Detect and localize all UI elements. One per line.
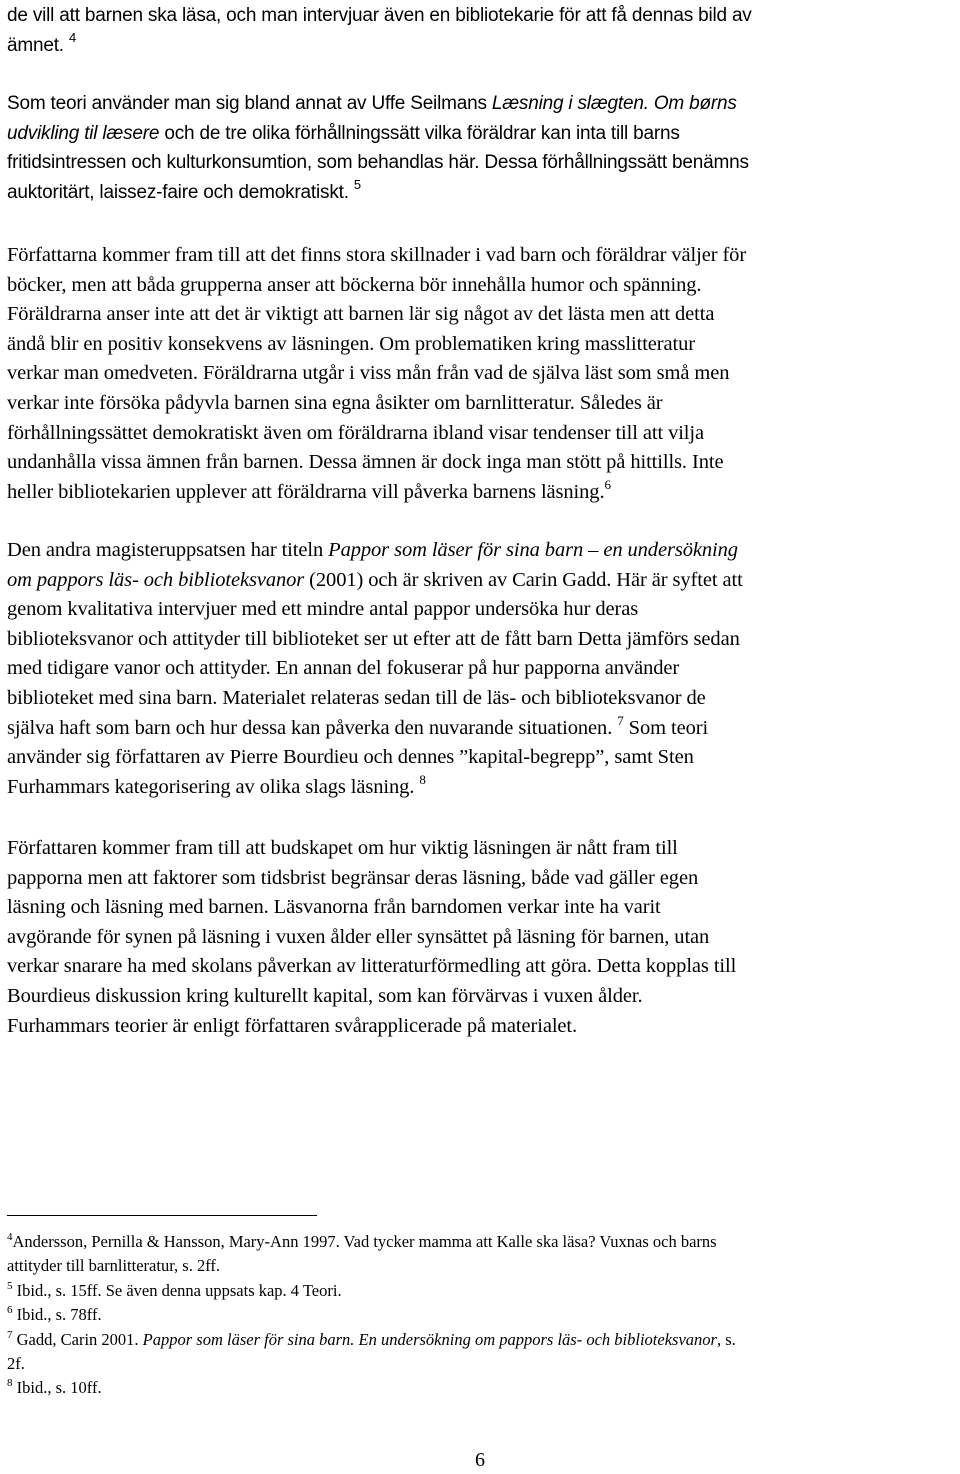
- text-line: med tidigare vanor och attityder. En annan del fokuserar på hur papporna använder: [7, 657, 680, 680]
- paragraph-1: [7, 1, 953, 60]
- text-line: ämnet. $^4$: [7, 29, 77, 56]
- footnote-number: 6: [7, 1304, 13, 1317]
- text-line: själva haft som barn och hur dessa kan påverka den nuvarande situationen. $^7$ Som teori: [7, 712, 709, 739]
- footnote-ref[interactable]: 6: [604, 476, 611, 492]
- text-line: de vill att barnen ska läsa, och man intervjuar även en bibliotekarie för att få dennas bild av: [7, 5, 752, 26]
- footnote-ref[interactable]: 4: [68, 29, 77, 45]
- text-line: förhållningssättet demokratiskt även om föräldrarna ibland visar tendenser till att vilja: [7, 421, 704, 444]
- text-line: papporna men att faktorer som tidsbrist begränsar deras läsning, både vad gäller egen: [7, 866, 699, 889]
- text-line: Som teori använder man sig bland annat av Uffe Seilmans Læsning i slægten. Om børns: [7, 93, 737, 114]
- footnote-number: 8: [7, 1377, 13, 1390]
- text-line: läsning och läsning med barnen. Läsvanorna från barndomen verkar inte ha varit: [7, 896, 661, 919]
- text-line: verkar inte försöka pådyvla barnen sina egna åsikter om barnlitteratur. Således är: [7, 391, 663, 414]
- page-number: 6: [475, 1449, 485, 1471]
- text-line: om pappors läs- och biblioteksvanor (2001) och är skriven av Carin Gadd. Här är syftet att: [7, 568, 743, 591]
- text-line: använder sig författaren av Pierre Bourdieu och dennes ”kapital-begrepp”, samt Sten: [7, 746, 694, 769]
- text-line: Föräldrarna anser inte att det är viktigt att barnen lär sig något av det lästa men att detta: [7, 303, 715, 326]
- footnote-7: $^7$ Gadd, Carin 2001. Pappor som läser för sina barn. En undersökning om pappors läs- och biblioteksvanor, s.: [7, 1328, 736, 1349]
- text-line: avgörande för synen på läsning i vuxen ålder eller synsättet på läsning för barnen, utan: [7, 925, 710, 948]
- text-line: Furhammars teorier är enligt författaren svårapplicerade på materialet.: [7, 1014, 578, 1037]
- text-line: verkar snarare ha med skolans påverkan av litteraturförmedling att göra. Detta kopplas till: [7, 955, 737, 978]
- footnote-number: 4: [7, 1231, 13, 1243]
- footnote-ref[interactable]: 5: [353, 176, 361, 192]
- document-page: [7, 0, 955, 1474]
- text-line: Furhammars kategorisering av olika slags läsning. $^8$: [7, 771, 426, 798]
- text-line: Författarna kommer fram till att det finns stora skillnader i vad barn och föräldrar väljer för: [7, 244, 747, 266]
- footnote-number: 5: [7, 1279, 13, 1292]
- footnote-ref[interactable]: 8: [419, 771, 426, 787]
- footnote-4-continued: attityder till barnlitteratur, s. 2ff.: [7, 1256, 221, 1276]
- text-line: Bourdieus diskussion kring kulturellt kapital, som kan förvärvas i vuxen ålder.: [7, 984, 643, 1007]
- paragraph-5: [7, 834, 953, 1041]
- footnote-separator: [7, 1215, 317, 1216]
- footnote-4: $^4$Andersson, Pernilla & Hansson, Mary-Ann 1997. Vad tycker mamma att Kalle ska läsa? Vuxnas och barns: [7, 1231, 717, 1251]
- text-line: ändå blir en positiv konsekvens av läsningen. Om problematiken kring masslitteratur: [7, 332, 695, 355]
- text-line: fritidsintressen och kulturkonsumtion, som behandlas här. Dessa förhållningssätt benämns: [7, 152, 749, 174]
- text-line: biblioteket med sina barn. Materialet relateras sedan till de läs- och biblioteksvanor de: [7, 686, 706, 709]
- footnote-5: $^5$ Ibid., s. 15ff. Se även denna uppsats kap. 4 Teori.: [7, 1279, 342, 1300]
- paragraph-2: [7, 89, 953, 207]
- text-line: heller bibliotekarien upplever att föräldrarna vill påverka barnens läsning.$^6$: [7, 476, 611, 503]
- text-line: udvikling til læsere och de tre olika förhållningssätt vilka föräldrar kan inta till barns: [7, 122, 680, 144]
- footnote-number: 7: [7, 1328, 13, 1341]
- text-line: genom kvalitativa intervjuer med ett mindre antal pappor undersöka hur deras: [7, 598, 639, 621]
- text-line: Författaren kommer fram till att budskapet om hur viktig läsningen är nått fram till: [7, 837, 678, 859]
- footnotes: [7, 1230, 953, 1401]
- text-line: auktoritärt, laissez-faire och demokratiskt. $^5$: [7, 176, 361, 203]
- paragraph-3: [7, 241, 953, 507]
- text-line: biblioteksvanor och attityder till biblioteket ser ut efter att de fått barn Detta jämförs sedan: [7, 627, 740, 650]
- footnote-ref[interactable]: 7: [617, 712, 624, 728]
- footnote-7-continued: 2f.: [7, 1354, 25, 1374]
- text-line: böcker, men att båda grupperna anser att böckerna bör innehålla humor och spänning.: [7, 273, 702, 296]
- footnote-8: $^8$ Ibid., s. 10ff.: [7, 1377, 102, 1398]
- text-line: Den andra magisteruppsatsen har titeln Pappor som läser för sina barn – en undersökning: [7, 539, 738, 561]
- footnote-6: $^6$ Ibid., s. 78ff.: [7, 1304, 102, 1325]
- text-line: undanhålla vissa ämnen från barnen. Dessa ämnen är dock inga man stött på hittills. Inte: [7, 451, 724, 474]
- text-line: verkar man omedveten. Föräldrarna utgår i viss mån från vad de själva läst som små men: [7, 362, 730, 385]
- paragraph-4: [7, 536, 953, 802]
